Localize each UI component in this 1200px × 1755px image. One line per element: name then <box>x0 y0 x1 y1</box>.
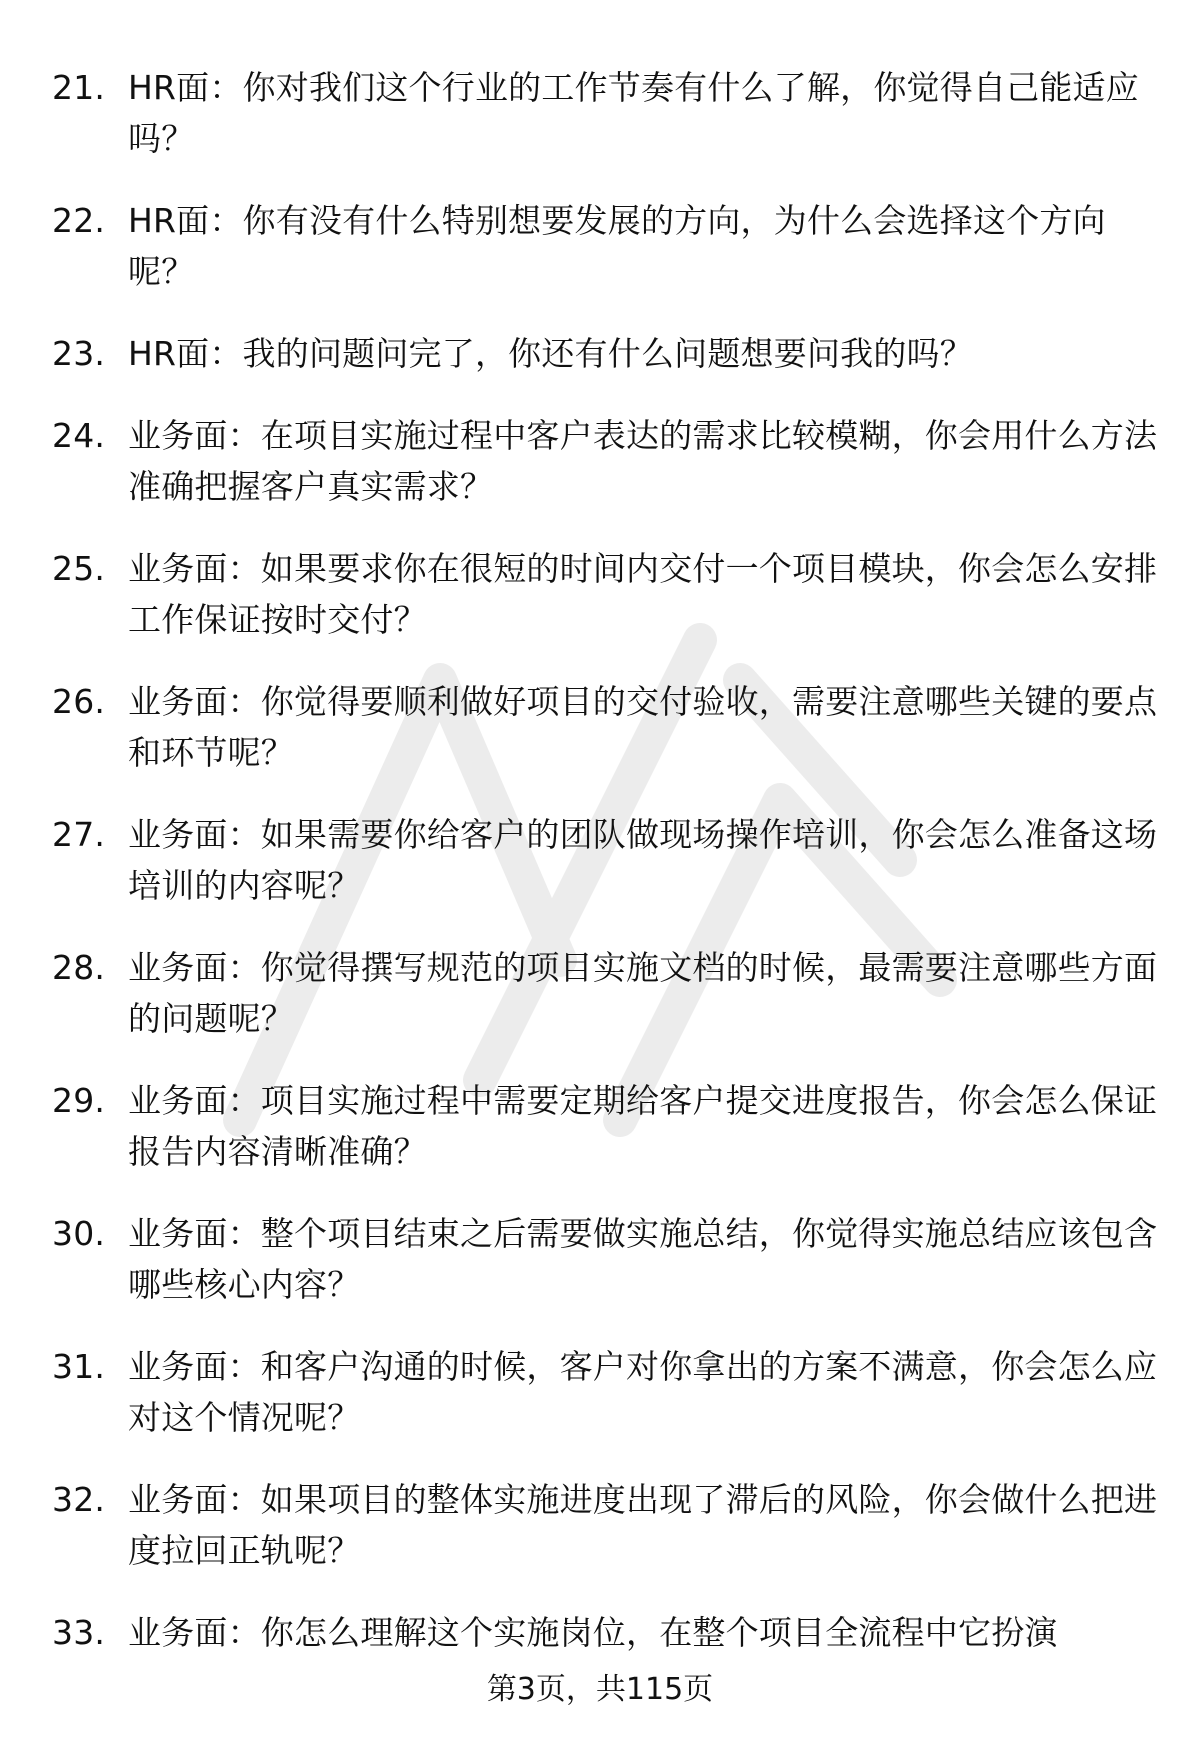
question-item <box>52 1341 1162 1443</box>
question-item <box>52 62 1162 164</box>
question-text: 业务面：项目实施过程中需要定期给客户提交进度报告，你会怎么保证报告内容清晰准确？ <box>128 1081 1158 1171</box>
question-text: 业务面：和客户沟通的时候，客户对你拿出的方案不满意，你会怎么应对这个情况呢？ <box>128 1347 1158 1437</box>
question-text: 业务面：如果要求你在很短的时间内交付一个项目模块，你会怎么安排工作保证按时交付？ <box>128 549 1158 639</box>
question-number: 30. <box>52 1214 106 1253</box>
question-number: 22. <box>52 201 106 240</box>
question-text: 业务面：在项目实施过程中客户表达的需求比较模糊，你会用什么方法准确把握客户真实需求？ <box>128 416 1158 506</box>
page-number-footer: 第3页，共115页 <box>486 1672 714 1707</box>
question-list <box>52 62 1162 1689</box>
question-text: 业务面：如果项目的整体实施进度出现了滞后的风险，你会做什么把进度拉回正轨呢？ <box>128 1480 1158 1570</box>
question-text: 业务面：整个项目结束之后需要做实施总结，你觉得实施总结应该包含哪些核心内容？ <box>128 1214 1158 1304</box>
question-text: HR面：你对我们这个行业的工作节奏有什么了解，你觉得自己能适应吗？ <box>128 68 1139 158</box>
question-number: 26. <box>52 682 106 721</box>
question-text: HR面：你有没有什么特别想要发展的方向，为什么会选择这个方向呢？ <box>128 201 1106 291</box>
question-number: 32. <box>52 1480 106 1519</box>
question-number: 25. <box>52 549 106 588</box>
question-number: 31. <box>52 1347 106 1386</box>
question-text: 业务面：如果需要你给客户的团队做现场操作培训，你会怎么准备这场培训的内容呢？ <box>128 815 1158 905</box>
question-number: 21. <box>52 68 106 107</box>
question-item <box>52 1208 1162 1310</box>
question-item <box>52 809 1162 911</box>
question-item <box>52 1474 1162 1576</box>
question-item <box>52 676 1162 778</box>
question-text: 业务面：你怎么理解这个实施岗位，在整个项目全流程中它扮演 <box>128 1613 1058 1652</box>
question-number: 33. <box>52 1613 106 1652</box>
question-item <box>52 942 1162 1044</box>
question-item <box>52 1075 1162 1177</box>
question-item <box>52 1607 1162 1658</box>
question-number: 24. <box>52 416 106 455</box>
question-number: 23. <box>52 334 106 373</box>
question-item <box>52 543 1162 645</box>
question-item <box>52 410 1162 512</box>
question-number: 27. <box>52 815 106 854</box>
question-number: 29. <box>52 1081 106 1120</box>
question-item <box>52 195 1162 297</box>
question-item <box>52 328 1162 379</box>
question-text: 业务面：你觉得撰写规范的项目实施文档的时候，最需要注意哪些方面的问题呢？ <box>128 948 1158 1038</box>
question-number: 28. <box>52 948 106 987</box>
question-text: HR面：我的问题问完了，你还有什么问题想要问我的吗？ <box>128 334 973 373</box>
question-text: 业务面：你觉得要顺利做好项目的交付验收，需要注意哪些关键的要点和环节呢？ <box>128 682 1158 772</box>
